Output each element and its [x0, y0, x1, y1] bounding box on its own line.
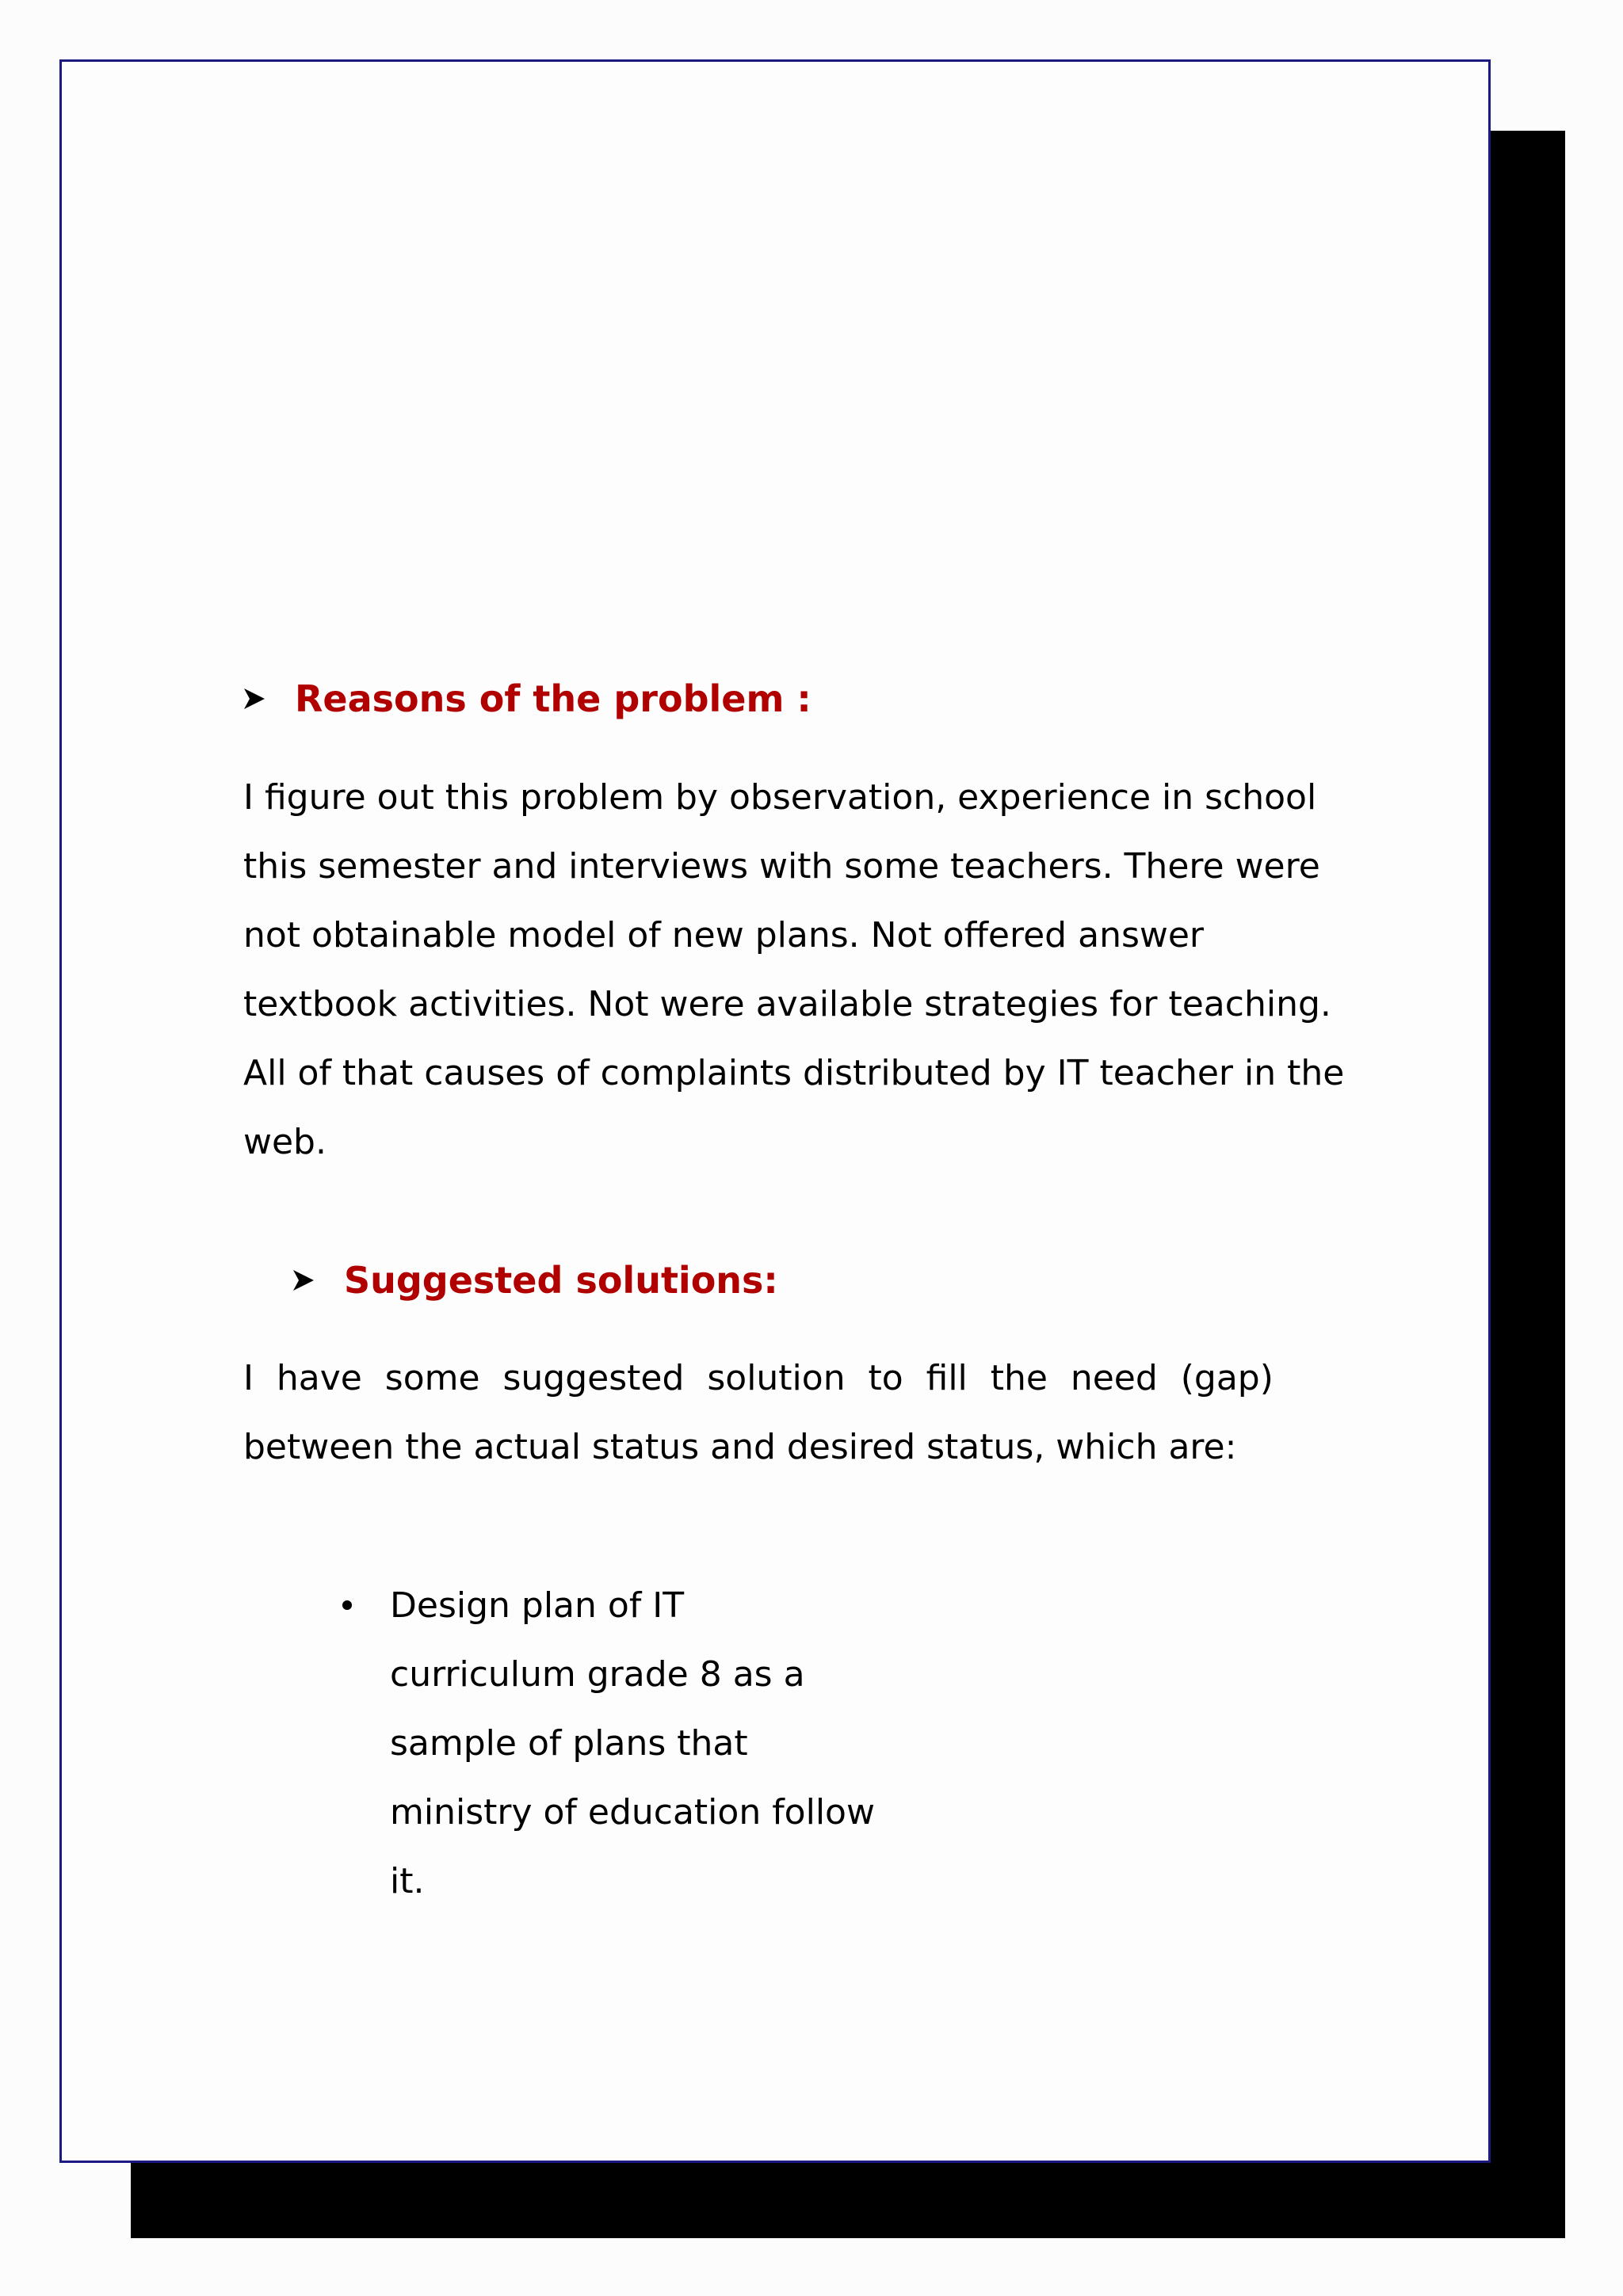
solutions-heading-text: Suggested solutions:: [344, 1259, 778, 1302]
reasons-heading-text: Reasons of the problem :: [295, 677, 812, 720]
word: have: [276, 1358, 362, 1398]
reasons-paragraph: [243, 763, 1377, 1177]
bullet-line: ministry of education follow: [390, 1792, 875, 1833]
arrow-bullet-icon: [244, 688, 265, 709]
solutions-intro-line-2: between the actual status and desired status, which are:: [243, 1427, 1237, 1467]
reasons-line: not obtainable model of new plans. Not offered answer: [243, 915, 1205, 955]
list-item: [390, 1571, 945, 1916]
reasons-line: I figure out this problem by observation, experience in school: [243, 777, 1317, 818]
bullet-line: it.: [390, 1861, 425, 1901]
arrow-bullet-icon: [293, 1270, 314, 1291]
word: some: [384, 1358, 480, 1398]
solutions-intro-paragraph: [243, 1344, 1274, 1482]
word: I: [243, 1358, 254, 1398]
solutions-heading: [293, 1257, 778, 1304]
reasons-heading: [244, 675, 812, 723]
word: suggested: [502, 1358, 685, 1398]
bullet-dot-icon: [342, 1600, 352, 1610]
document-page: [59, 59, 1491, 2163]
reasons-line: web.: [243, 1122, 327, 1162]
reasons-line: this semester and interviews with some teachers. There were: [243, 846, 1320, 887]
bullet-line: Design plan of IT: [390, 1585, 685, 1626]
word: fill: [926, 1358, 968, 1398]
word: to: [868, 1358, 903, 1398]
word: need: [1070, 1358, 1158, 1398]
reasons-line: All of that causes of complaints distributed by IT teacher in the: [243, 1053, 1345, 1093]
bullet-line: curriculum grade 8 as a: [390, 1654, 805, 1695]
bullet-line: sample of plans that: [390, 1723, 748, 1764]
solutions-bullet-list: [390, 1571, 945, 1916]
word: (gap): [1180, 1358, 1274, 1398]
word: the: [990, 1358, 1048, 1398]
reasons-line: textbook activities. Not were available strategies for teaching.: [243, 984, 1331, 1024]
word: solution: [707, 1358, 846, 1398]
solutions-intro-line-1: [243, 1344, 1274, 1413]
